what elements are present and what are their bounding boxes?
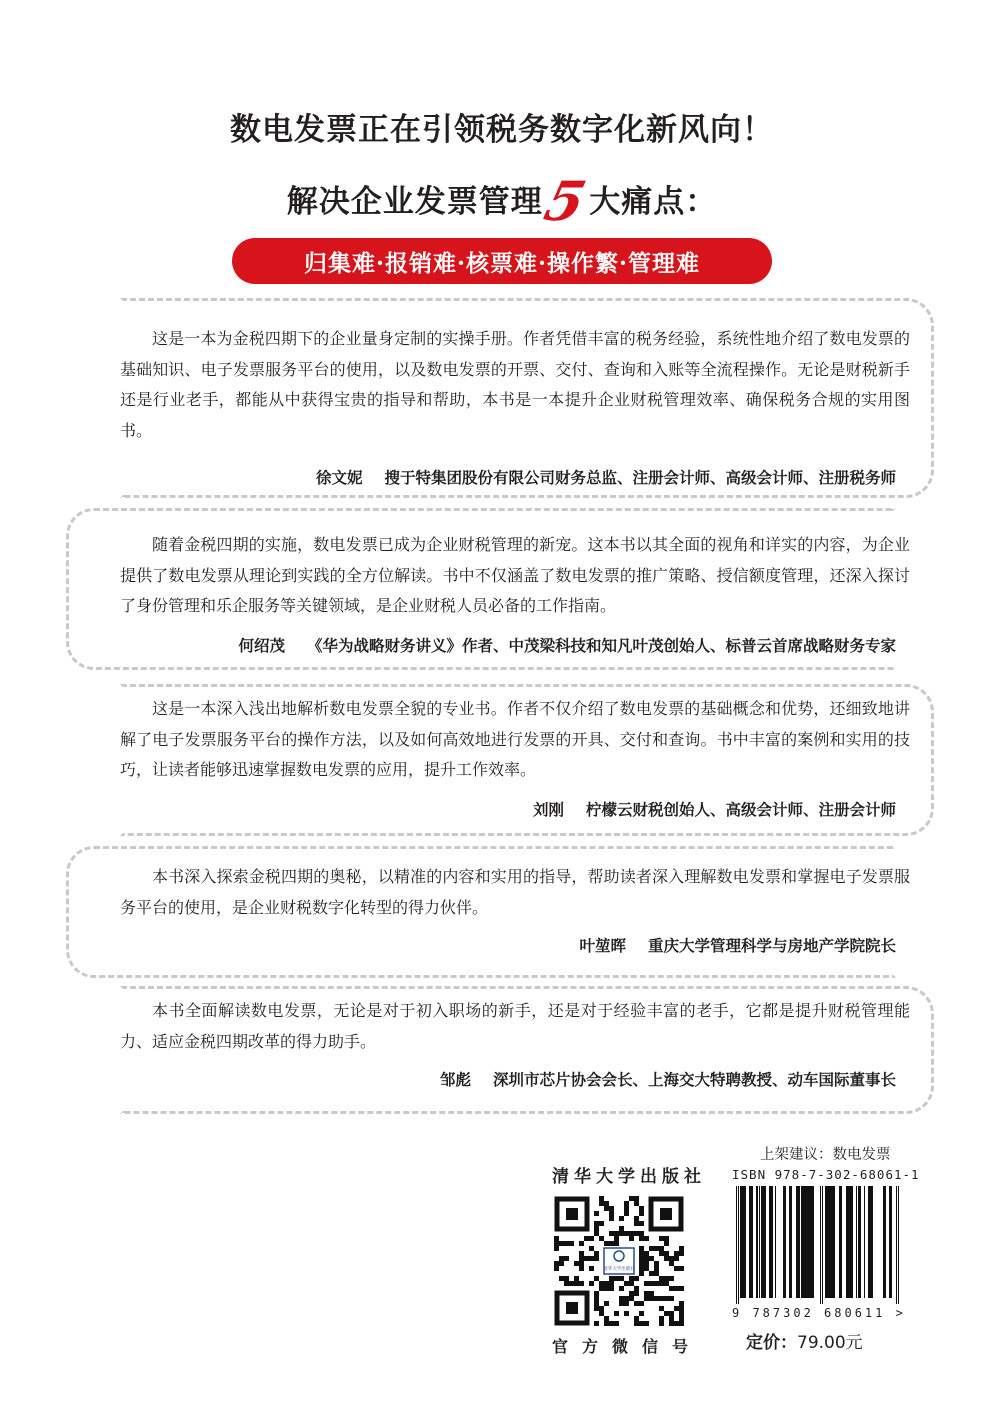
headline-secondary	[0, 169, 1004, 233]
isbn-number: ISBN 978-7-302-68061-1	[732, 1167, 920, 1182]
endorsement-text-4: 本书深入探索金税四期的奥秘，以精准的内容和实用的指导，帮助读者深入理解数电发票和掌握电子发票服务平台的使用，是企业财税数字化转型的得力伙伴。	[120, 867, 910, 917]
endorsement-title-4: 重庆大学管理科学与房地产学院院长	[647, 937, 896, 955]
endorsement-text-5: 本书全面解读数电发票，无论是对于初入职场的新手，还是对于经验丰富的老手，它都是提升财税管理能力、适应金税四期改革的得力助手。	[120, 1001, 910, 1051]
endorsement-name-3: 刘刚	[532, 801, 564, 819]
shelf-advice: 上架建议：数电发票	[760, 1147, 891, 1163]
headline-secondary-after: 大痛点：	[589, 184, 718, 220]
headline-number-five: 5	[538, 169, 593, 233]
publisher-name: 清华大学出版社	[552, 1167, 706, 1187]
price-label: 定价：	[746, 1333, 797, 1353]
endorsement-text-3: 这是一本深入浅出地解析数电发票全貌的专业书。作者不仅介绍了数电发票的基础概念和优势，还细致地讲解了电子发票服务平台的操作方法，以及如何高效地进行发票的开具、交付和查询。书中丰富的案例和实用的技巧，让读者能够迅速掌握数电发票的应用，提升工作效率。	[120, 699, 910, 779]
endorsement-title-2: 《华为战略财务讲义》作者、中茂梁科技和知凡叶茂创始人、标普云首席战略财务专家	[306, 637, 896, 655]
endorsement-signature-3	[533, 798, 896, 820]
wechat-caption: 官方微信号	[552, 1337, 703, 1356]
headline-secondary-before: 解决企业发票管理	[286, 184, 543, 220]
barcode-digits: 9 787302 680611 >	[732, 1306, 906, 1320]
endorsement-title-3: 柠檬云财税创始人、高级会计师、注册会计师	[585, 801, 896, 819]
endorsement-signature-2	[238, 634, 896, 656]
endorsement-title-1: 搜于特集团股份有限公司财务总监、注册会计师、高级会计师、注册税务师	[384, 469, 896, 487]
endorsement-signature-1	[316, 466, 896, 488]
endorsement-signature-5	[440, 1068, 896, 1090]
endorsement-name-4: 叶堃晖	[579, 937, 626, 955]
headline-primary: 数电发票正在引领税务数字化新风向！	[230, 112, 774, 148]
endorsement-title-5: 深圳市芯片协会会长、上海交大特聘教授、动车国际董事长	[492, 1071, 896, 1089]
price	[746, 1328, 863, 1353]
endorsement-name-2: 何绍茂	[238, 637, 285, 655]
isbn-barcode	[732, 1186, 912, 1304]
endorsement-name-1: 徐文妮	[315, 469, 363, 487]
endorsement-name-5: 邹彪	[439, 1071, 471, 1089]
endorsement-text-1: 这是一本为金税四期下的企业量身定制的实操手册。作者凭借丰富的税务经验，系统性地介绍了数电发票的基础知识、电子发票服务平台的使用，以及数电发票的开票、交付、查询和入账等全流程操作。无论是财税新手还是行业老手，都能从中获得宝贵的指导和帮助，本书是一本提升企业财税管理效率、确保税务合规的实用图书。	[120, 329, 910, 440]
wechat-qr-code	[554, 1196, 684, 1326]
endorsement-text-2: 随着金税四期的实施，数电发票已成为企业财税管理的新宠。这本书以其全面的视角和详实的内容，为企业提供了数电发票从理论到实践的全方位解读。书中不仅涵盖了数电发票的推广策略、授信额度管理，还深入探讨了身份管理和乐企服务等关键领域，是企业财税人员必备的工作指南。	[120, 535, 910, 615]
price-value: 79.00元	[797, 1333, 863, 1353]
endorsement-signature-4	[579, 934, 896, 956]
pain-points-banner	[232, 238, 772, 284]
pain-points-text: 归集难·报销难·核票难·操作繁·管理难	[303, 249, 701, 277]
qr-center-label: 清华大学出版社	[603, 1267, 635, 1272]
